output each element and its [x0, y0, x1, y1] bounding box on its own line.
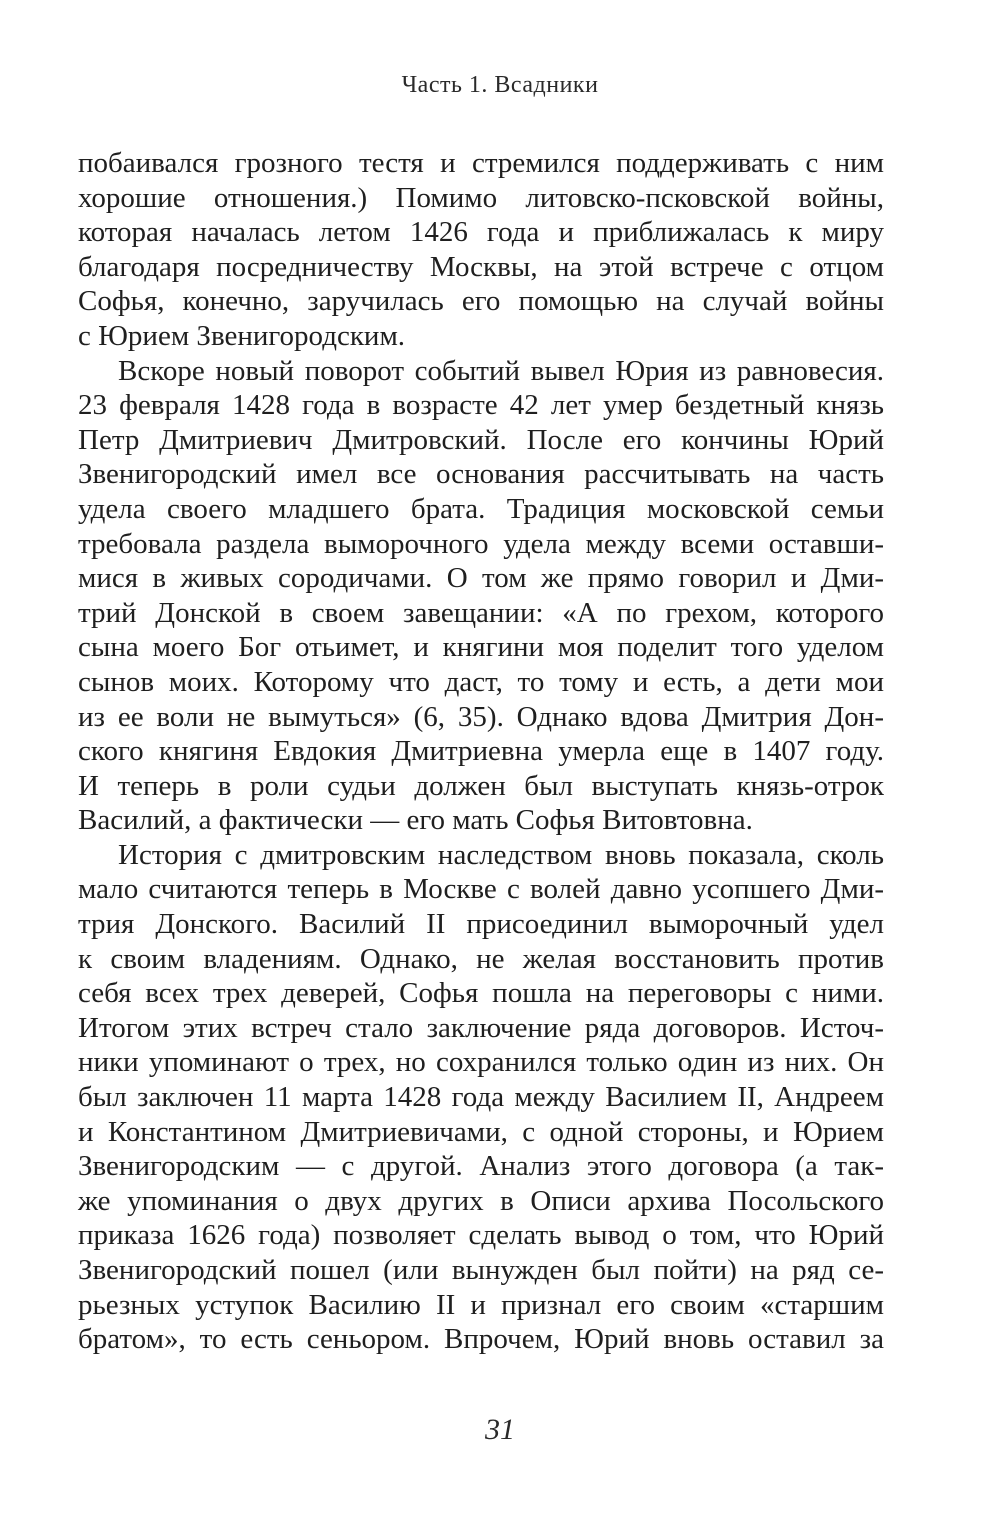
text-line: сына моего Бог отьимет, и княгини моя поделит того уделом	[78, 631, 884, 664]
text-line: которая началась летом 1426 года и приближалась к миру	[78, 216, 884, 249]
text-line: из ее воли не вымуться» (6, 35). Однако вдова Дмитрия Дон-	[78, 700, 884, 733]
text-line: Вскоре новый поворот событий вывел Юрия из равновесия.	[118, 354, 884, 387]
text-line: Софья, конечно, заручилась его помощью на случай войны	[78, 285, 884, 318]
text-line: Петр Дмитриевич Дмитровский. После его кончины Юрий	[78, 423, 884, 456]
text-line: Итогом этих встреч стало заключение ряда договоров. Источ-	[78, 1011, 884, 1044]
text-line: И теперь в роли судьи должен был выступать князь-отрок	[78, 769, 884, 802]
text-line: ского княгиня Евдокия Дмитриевна умерла еще в 1407 году.	[78, 735, 884, 768]
text-line: благодаря посредничеству Москвы, на этой встрече с отцом	[78, 250, 884, 283]
text-line: приказа 1626 года) позволяет сделать вывод о том, что Юрий	[78, 1219, 884, 1252]
text-line: Звенигородским — с другой. Анализ этого договора (а так-	[78, 1150, 884, 1183]
text-line: к своим владениям. Однако, не желая восстановить против	[78, 942, 884, 975]
text-line: мало считаются теперь в Москве с волей давно усопшего Дми-	[78, 873, 884, 906]
text-line: братом», то есть сеньором. Впрочем, Юрий вновь оставил за	[78, 1323, 884, 1356]
text-line: Звенигородский пошел (или вынужден был пойти) на ряд се-	[78, 1254, 884, 1286]
text-line: удела своего младшего брата. Традиция московской семьи	[78, 492, 884, 525]
text-line: был заключен 11 марта 1428 года между Василием II, Андреем	[78, 1081, 884, 1114]
text-line: Василий, а фактически — его мать Софья Витовтовна.	[78, 804, 753, 837]
text-line: трий Донской в своем завещании: «А по грехом, которого	[78, 596, 884, 629]
text-line: трия Донского. Василий II присоединил выморочный удел	[78, 908, 884, 941]
text-line: сынов моих. Которому что даст, то тому и есть, а дети мои	[78, 665, 884, 698]
text-line: История с дмитровским наследством вновь показала, сколь	[118, 838, 884, 871]
page-number: 31	[485, 1413, 515, 1446]
text-line: Звенигородский имел все основания рассчитывать на часть	[78, 458, 884, 491]
text-line: требовала раздела выморочного удела между всеми оставши-	[78, 527, 884, 560]
text-line: и Константином Дмитриевичами, с одной стороны, и Юрием	[78, 1115, 884, 1148]
text-line: побаивался грозного тестя и стремился поддерживать с ним	[78, 147, 884, 179]
body-text	[78, 146, 884, 1357]
text-line: с Юрием Звенигородским.	[78, 319, 406, 352]
text-line: рьезных уступок Василию II и признал его своим «старшим	[78, 1288, 884, 1321]
text-line: же упоминания о двух других в Описи архива Посольского	[78, 1184, 884, 1217]
text-line: себя всех трех деверей, Софья пошла на переговоры с ними.	[78, 977, 884, 1010]
text-line: 23 февраля 1428 года в возрасте 42 лет умер бездетный князь	[78, 389, 884, 422]
text-line: мися в живых сородичами. О том же прямо говорил и Дми-	[78, 562, 884, 595]
text-line: хорошие отношения.) Помимо литовско-псковской войны,	[78, 181, 884, 214]
text-line: ники упоминают о трех, но сохранился только один из них. Он	[78, 1046, 884, 1079]
running-title: Часть 1. Всадники	[401, 72, 599, 98]
